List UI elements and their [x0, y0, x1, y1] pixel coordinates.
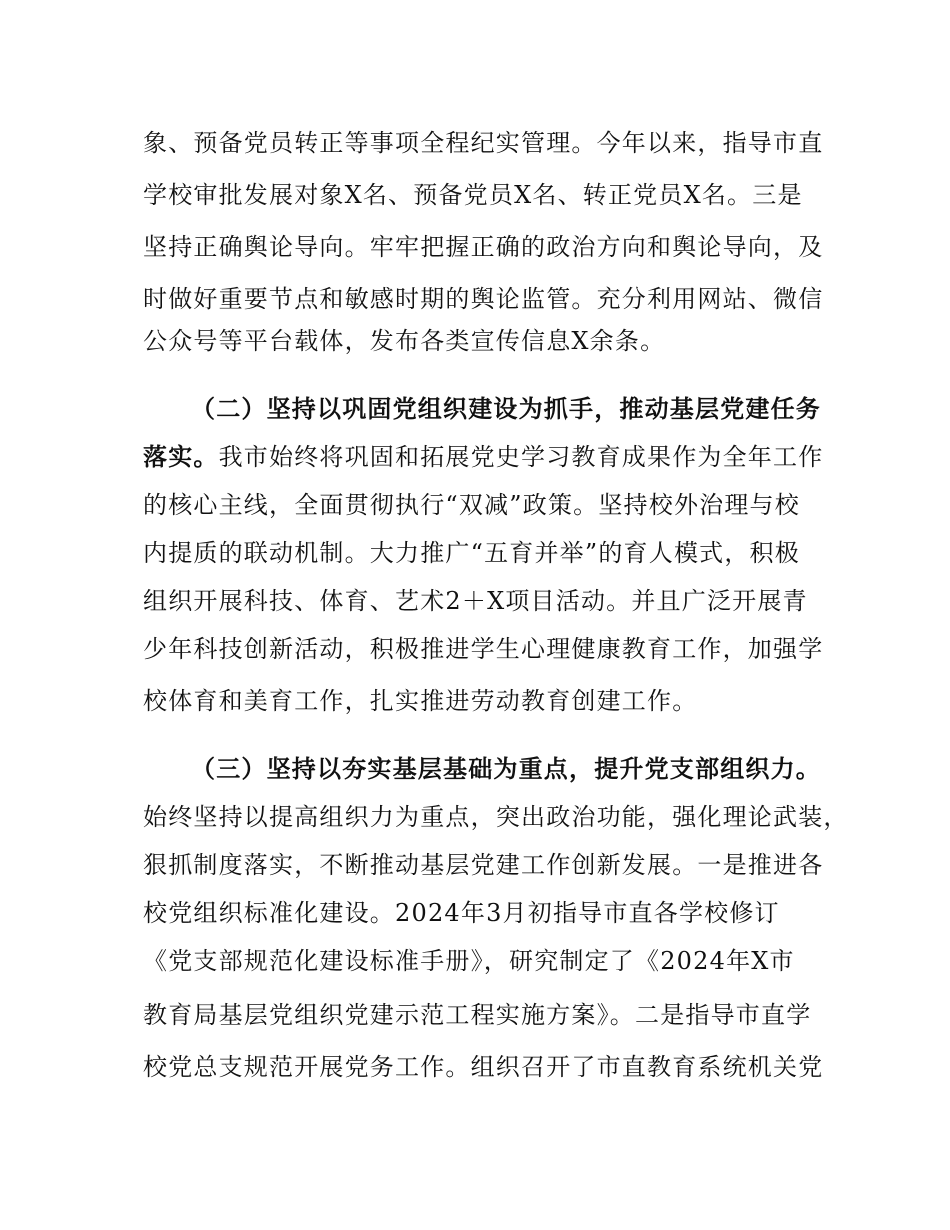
paragraph-line: 狠抓制度落实，不断推动基层党建工作创新发展。一是推进各 — [143, 851, 824, 879]
paragraph-line: 学校审批发展对象X名、预备党员X名、转正党员X名。三是 — [143, 181, 803, 209]
section-heading-continuation: 落实。 — [143, 442, 219, 471]
paragraph-line: 校党组织标准化建设。2024年3月初指导市直各学校修订 — [143, 899, 780, 927]
paragraph-line: 组织开展科技、体育、艺术2＋X项目活动。并且广泛开展青 — [143, 587, 808, 615]
paragraph-line: 的核心主线，全面贯彻执行“双减”政策。坚持校外治理与校 — [143, 491, 800, 519]
paragraph-line: 时做好重要节点和敏感时期的舆论监管。充分利用网站、微信 — [143, 285, 824, 313]
paragraph-line: 《党支部规范化建设标准手册》，研究制定了《2024年X市 — [143, 947, 795, 975]
paragraph-line — [143, 442, 823, 472]
paragraph-line: 公众号等平台载体，发布各类宣传信息X余条。 — [143, 327, 666, 355]
paragraph-line: 教育局基层党组织党建示范工程实施方案》。二是指导市直学 — [143, 1001, 812, 1029]
section-heading: （二）坚持以巩固党组织建设为抓手，推动基层党建任务 — [191, 394, 821, 423]
paragraph-line: 始终坚持以提高组织力为重点，突出政治功能，强化理论武装， — [143, 803, 849, 831]
paragraph-line: 象、预备党员转正等事项全程纪实管理。今年以来，指导市直 — [143, 129, 824, 157]
paragraph-line: 校党总支规范开展党务工作。组织召开了市直教育系统机关党 — [143, 1053, 824, 1081]
paragraph-line: 少年科技创新活动，积极推进学生心理健康教育工作，加强学 — [143, 635, 824, 663]
paragraph-text: 我市始终将巩固和拓展党史学习教育成果作为全年工作 — [218, 443, 824, 471]
paragraph-line: 内提质的联动机制。大力推广“五育并举”的育人模式，积极 — [143, 539, 800, 567]
paragraph-line: 坚持正确舆论导向。牢牢把握正确的政治方向和舆论导向，及 — [143, 233, 824, 261]
paragraph-line: 校体育和美育工作，扎实推进劳动教育创建工作。 — [143, 687, 698, 715]
section-heading: （三）坚持以夯实基层基础为重点，提升党支部组织力。 — [191, 754, 821, 783]
